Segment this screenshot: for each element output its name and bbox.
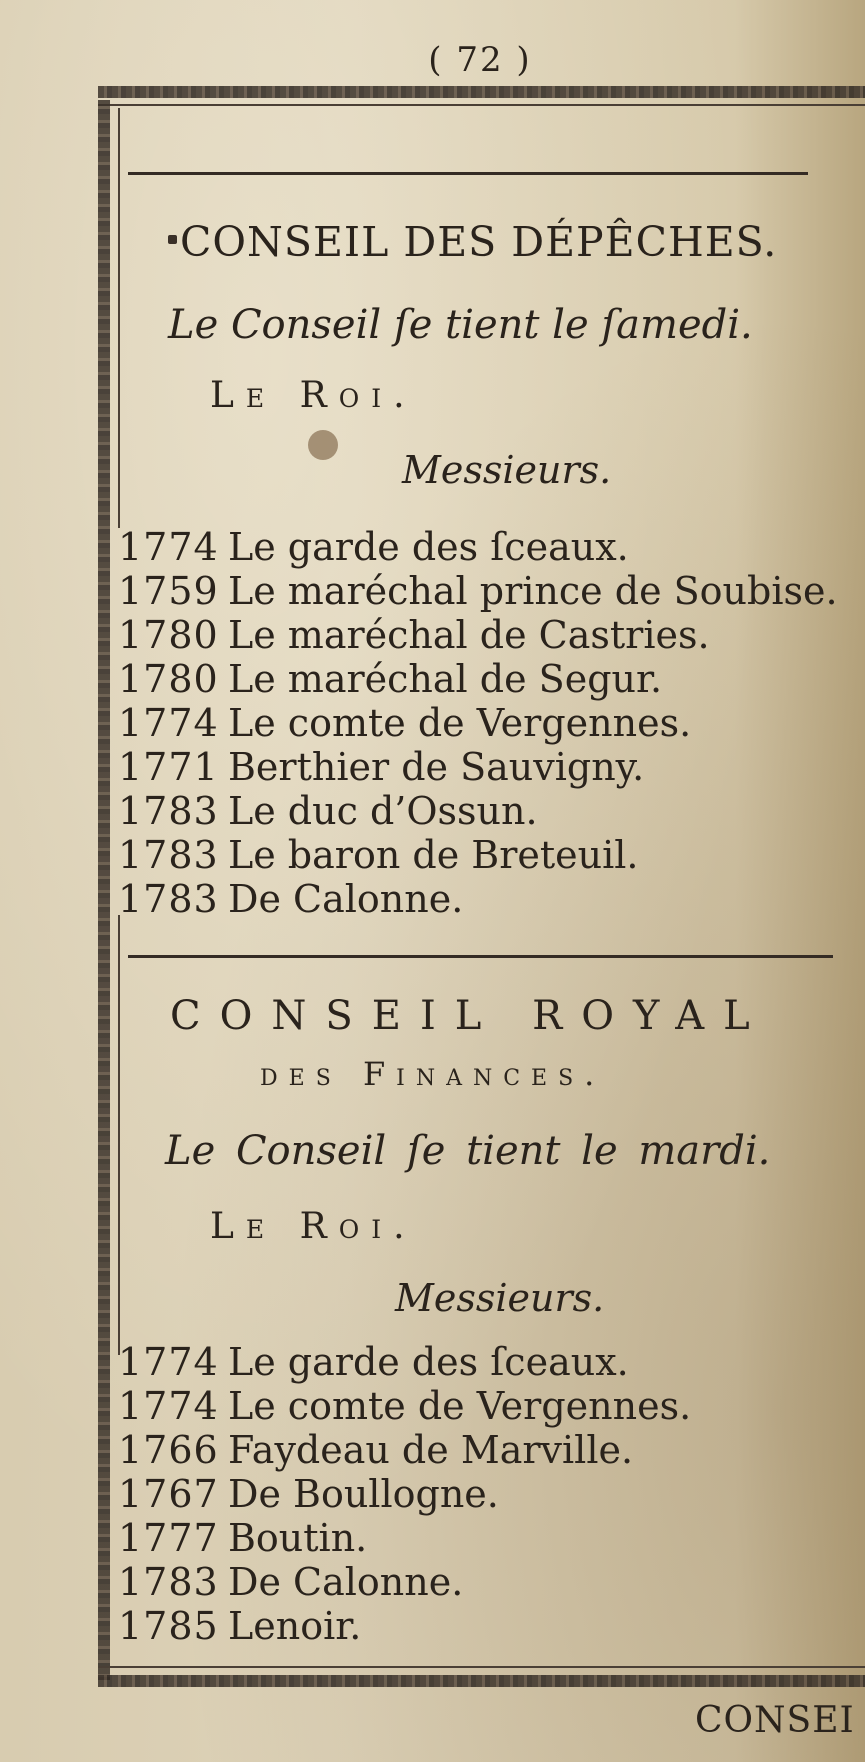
ink-stain — [308, 430, 338, 460]
top-ornamental-rule — [98, 86, 865, 98]
member-year: 1777 — [118, 1516, 219, 1560]
member-year: 1771 — [118, 745, 219, 789]
member-year: 1780 — [118, 613, 219, 657]
member-name: Le garde des ſceaux. — [228, 525, 629, 569]
member-name: Lenoir. — [228, 1604, 362, 1648]
bottom-thin-rule — [98, 1666, 865, 1668]
page-number: ( 72 ) — [428, 40, 532, 80]
member-row — [118, 877, 838, 921]
section-1-messieurs: Messieurs. — [402, 448, 612, 492]
bottom-ornamental-rule — [98, 1675, 865, 1687]
member-name: Le comte de Vergennes. — [228, 701, 692, 745]
member-name: De Calonne. — [228, 1560, 464, 1604]
member-row — [118, 745, 838, 789]
member-row — [118, 657, 838, 701]
member-row — [118, 1604, 691, 1648]
member-name: Faydeau de Marville. — [228, 1428, 634, 1472]
section-2-king: Le Roi. — [210, 1206, 417, 1247]
member-year: 1783 — [118, 833, 219, 877]
member-name: Le comte de Vergennes. — [228, 1384, 692, 1428]
section-1-separator — [128, 172, 808, 175]
member-name: De Calonne. — [228, 877, 464, 921]
section-2-member-list — [118, 1340, 691, 1648]
member-year: 1783 — [118, 877, 219, 921]
left-ornamental-border — [98, 100, 110, 1680]
member-name: Le garde des ſceaux. — [228, 1340, 629, 1384]
member-row — [118, 789, 838, 833]
member-row — [118, 1516, 691, 1560]
member-name: Le maréchal prince de Soubise. — [228, 569, 838, 613]
member-row — [118, 569, 838, 613]
member-row — [118, 1384, 691, 1428]
member-name: Berthier de Sauvigny. — [228, 745, 645, 789]
section-2-separator — [128, 955, 833, 958]
section-2-heading-line-2: des Finances. — [260, 1055, 606, 1093]
section-1-subtitle: Le Conseil ſe tient le ſamedi. — [168, 302, 753, 348]
member-year: 1780 — [118, 657, 219, 701]
section-2-subtitle: Le Conseil ſe tient le mardi. — [165, 1128, 771, 1174]
left-thin-rule-lower — [118, 915, 120, 1355]
member-row — [118, 1472, 691, 1516]
member-year: 1783 — [118, 789, 219, 833]
member-name: Le duc d’Ossun. — [228, 789, 538, 833]
member-year: 1774 — [118, 1340, 219, 1384]
member-row — [118, 613, 838, 657]
section-2-heading-line-1: CONSEIL ROYAL — [170, 993, 769, 1039]
member-year: 1783 — [118, 1560, 219, 1604]
member-year: 1767 — [118, 1472, 219, 1516]
member-name: Boutin. — [228, 1516, 368, 1560]
member-year: 1774 — [118, 1384, 219, 1428]
section-1-heading: CONSEIL DES DÉPÊCHES. — [180, 218, 778, 266]
member-year: 1759 — [118, 569, 219, 613]
member-name: De Boullogne. — [228, 1472, 499, 1516]
member-year: 1766 — [118, 1428, 219, 1472]
member-year: 1774 — [118, 525, 219, 569]
member-row — [118, 525, 838, 569]
top-thin-rule — [98, 104, 865, 106]
member-row — [118, 1340, 691, 1384]
member-year: 1785 — [118, 1604, 219, 1648]
member-name: Le baron de Breteuil. — [228, 833, 639, 877]
member-name: Le maréchal de Castries. — [228, 613, 710, 657]
catchword: CONSEI — [695, 1700, 855, 1741]
member-row — [118, 701, 838, 745]
section-2-messieurs: Messieurs. — [395, 1276, 605, 1320]
member-name: Le maréchal de Segur. — [228, 657, 663, 701]
member-row — [118, 1428, 691, 1472]
section-1-member-list — [118, 525, 838, 921]
bullet-icon — [168, 235, 177, 244]
member-row — [118, 1560, 691, 1604]
member-row — [118, 833, 838, 877]
section-1-king: Le Roi. — [210, 375, 417, 416]
member-year: 1774 — [118, 701, 219, 745]
left-thin-rule-upper — [118, 108, 120, 528]
